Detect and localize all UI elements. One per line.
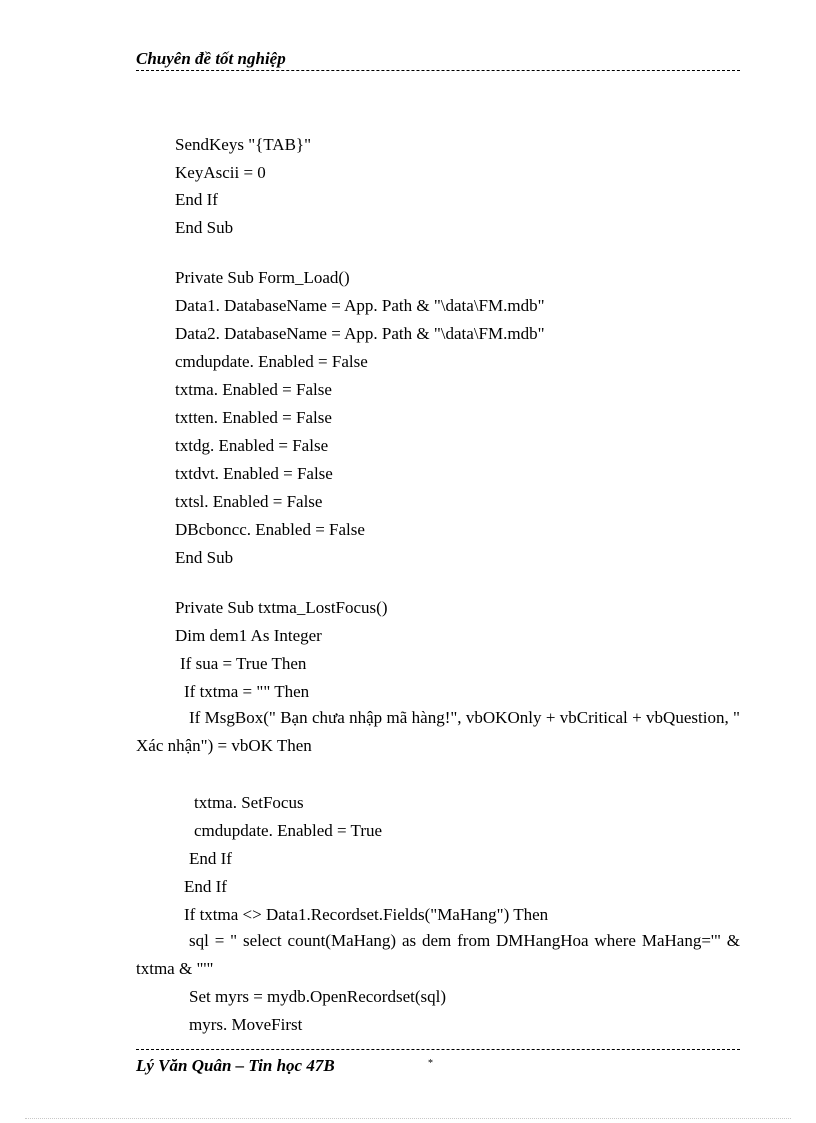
code-line: End Sub <box>175 218 234 237</box>
page-header-title: Chuyên đề tốt nghiệp <box>136 49 286 68</box>
code-line-wrapped: If MsgBox(" Bạn chưa nhập mã hàng!", vbOKOnly + vbCritical + vbQuestion, " Xác nhận") = vbOK Then <box>136 708 740 755</box>
footer-mark: * <box>428 1058 433 1069</box>
code-line: Set myrs = mydb.OpenRecordset(sql) <box>189 987 446 1006</box>
code-line: End Sub <box>175 548 234 567</box>
code-line: If txtma = "" Then <box>184 682 310 701</box>
code-line: cmdupdate. Enabled = True <box>194 821 383 840</box>
code-line: If txtma <> Data1.Recordset.Fields("MaHang") Then <box>184 905 549 924</box>
code-line: cmdupdate. Enabled = False <box>175 352 368 371</box>
code-line: DBcboncc. Enabled = False <box>175 520 365 539</box>
code-line: txtsl. Enabled = False <box>175 492 323 511</box>
code-line: Private Sub txtma_LostFocus() <box>175 598 388 617</box>
footer-author: Lý Văn Quân – Tin học 47B <box>136 1056 335 1075</box>
code-line: End If <box>175 190 218 209</box>
code-line: Data2. DatabaseName = App. Path & "\data\FM.mdb" <box>175 324 545 343</box>
code-line: txtdg. Enabled = False <box>175 436 329 455</box>
code-line: txtma. SetFocus <box>194 793 304 812</box>
code-line: If sua = True Then <box>180 654 307 673</box>
code-line: myrs. MoveFirst <box>189 1015 303 1034</box>
code-line: KeyAscii = 0 <box>175 163 266 182</box>
code-line: End If <box>184 877 227 896</box>
code-line: Dim dem1 As Integer <box>175 626 322 645</box>
header-rule <box>136 70 740 71</box>
code-line: SendKeys "{TAB}" <box>175 135 312 154</box>
code-line: Private Sub Form_Load() <box>175 268 350 287</box>
code-line-wrapped: sql = " select count(MaHang) as dem from DMHangHoa where MaHang='" & txtma & "'" <box>136 931 740 978</box>
footer-rule <box>136 1049 740 1050</box>
code-line: txtdvt. Enabled = False <box>175 464 333 483</box>
code-line: Data1. DatabaseName = App. Path & "\data\FM.mdb" <box>175 296 545 315</box>
code-line: txtma. Enabled = False <box>175 380 332 399</box>
code-line: End If <box>189 849 232 868</box>
page-edge-divider <box>25 1118 791 1119</box>
code-line: txtten. Enabled = False <box>175 408 332 427</box>
